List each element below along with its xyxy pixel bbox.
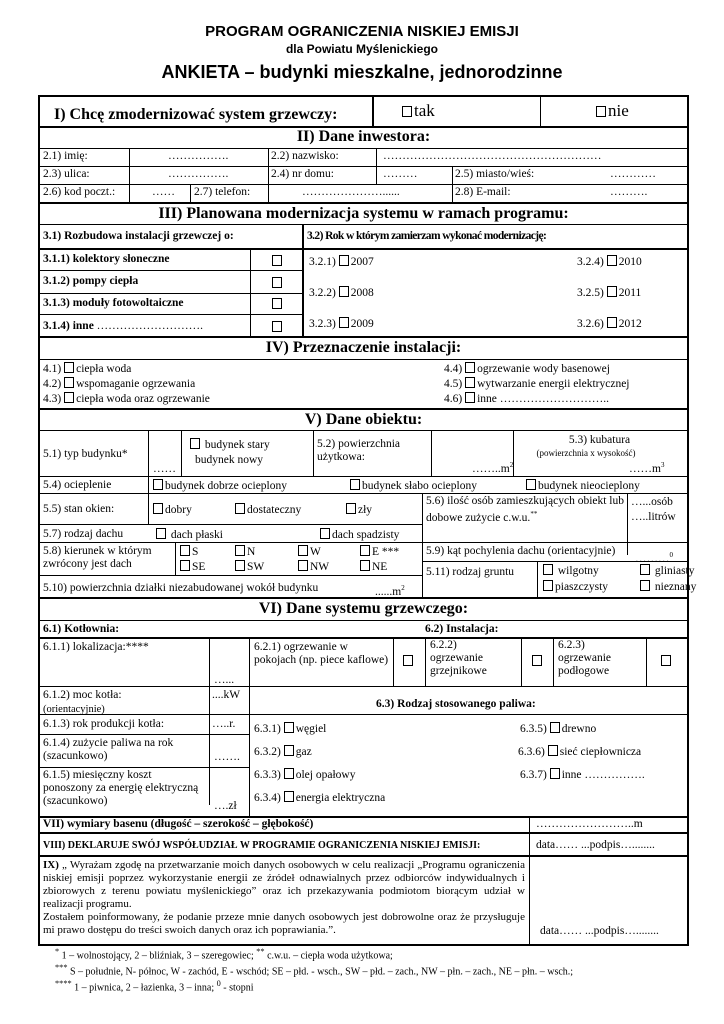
installation-header: 6.2) Instalacja: [425, 623, 499, 635]
boiler-power-note: (orientacyjnie) [43, 704, 105, 715]
mark: 0 [216, 979, 221, 988]
house-number-label: 2.4) nr domu: [271, 168, 334, 180]
checkbox[interactable] [235, 560, 245, 571]
code: 4.4) [444, 363, 463, 375]
fuel-oil[interactable] [254, 768, 355, 782]
no-label: nie [608, 101, 629, 120]
year-value: 2008 [350, 287, 374, 299]
year-2008-option[interactable] [309, 286, 374, 300]
mark: * [55, 947, 60, 956]
label: SW [247, 561, 265, 573]
solar-collectors-checkbox[interactable] [272, 255, 282, 266]
label: dach spadzisty [332, 529, 400, 541]
residents-count-field[interactable]: …...osób [631, 496, 673, 508]
code: 6.3.7) [520, 769, 547, 781]
label: węgiel [295, 723, 327, 735]
checkbox[interactable] [640, 564, 650, 575]
year-2010-option[interactable] [577, 255, 642, 269]
fuel-usage-field[interactable]: ……. [214, 751, 240, 763]
footnote-1 [55, 946, 393, 961]
volume-field[interactable] [629, 459, 664, 476]
mark: **** [55, 979, 72, 988]
fuel-usage-label: 6.1.4) zużycie paliwa na rok (szacunkowo) [43, 737, 174, 762]
boiler-year-label: 6.1.3) rok produkcji kotła: [43, 718, 165, 730]
email-field[interactable]: ………. [610, 186, 648, 198]
other-field[interactable]: ………………………. [96, 320, 204, 332]
s4-title: IV) Przeznaczenie instalacji: [265, 339, 462, 356]
text: 1 – piwnica, 2 – łazienka, 3 – inna; [74, 982, 215, 994]
year-2012-checkbox[interactable] [607, 317, 617, 328]
checkbox[interactable] [64, 362, 74, 373]
insulation-poor[interactable] [350, 479, 477, 493]
purpose-water-and-heating[interactable] [43, 392, 210, 406]
label: budynek nieocieplony [538, 480, 640, 492]
consent-lead: IX) [43, 859, 59, 871]
usable-area-field[interactable] [472, 459, 513, 476]
checkbox[interactable] [550, 722, 560, 733]
code: 4.5) [444, 378, 463, 390]
s6-title: VI) Dane systemu grzewczego: [258, 600, 469, 617]
year-2010-checkbox[interactable] [607, 255, 617, 266]
code: 6.3.6) [518, 746, 545, 758]
year-code: 3.2.3) [309, 318, 336, 330]
street-field[interactable]: ……………. [168, 168, 229, 180]
year-2009-option[interactable] [309, 317, 374, 331]
boiler-power-label: 6.1.2) moc kotła: [43, 689, 122, 701]
fuel-wood[interactable] [520, 722, 596, 736]
footnote-mark: *** [381, 546, 400, 558]
year-2011-checkbox[interactable] [607, 286, 617, 297]
label: dobry [165, 504, 192, 516]
year-code: 3.2.1) [309, 256, 336, 268]
year-2007-option[interactable] [309, 255, 374, 269]
roof-angle-label: 5.9) kąt pochylenia dachu (orientacyjnie) [426, 545, 616, 557]
insulation-good[interactable] [153, 479, 287, 493]
code: 6.3.4) [254, 792, 281, 804]
year-2009-checkbox[interactable] [339, 317, 349, 328]
label: wspomaganie ogrzewania [76, 378, 196, 390]
value: ……..m [472, 462, 510, 475]
checkbox[interactable] [548, 745, 558, 756]
radiator-heating-label: 6.2.2) ogrzewanie grzejnikowe [430, 639, 487, 677]
label: NW [310, 561, 330, 573]
value: ……… [635, 552, 670, 565]
radiator-heating-checkbox[interactable] [532, 655, 542, 666]
fuel-district-heating[interactable] [518, 745, 641, 759]
first-name-field[interactable]: ……………. [168, 150, 229, 162]
label: S [192, 546, 199, 558]
purpose-hot-water[interactable] [43, 362, 131, 376]
building-type-field[interactable]: …… [153, 463, 176, 475]
label: zły [358, 504, 373, 516]
checkbox[interactable] [284, 722, 294, 733]
year-2007-checkbox[interactable] [339, 255, 349, 266]
pool-dimensions-field[interactable]: ……………………..m [536, 818, 643, 830]
text: - stopni [223, 982, 254, 994]
label: sieć ciepłownicza [559, 746, 642, 758]
fuel-electric[interactable] [254, 791, 385, 805]
room-heating-checkbox[interactable] [403, 655, 413, 666]
windows-fair[interactable] [235, 503, 301, 517]
text: c.w.u. – ciepła woda użytkowa; [267, 950, 393, 962]
consent-signature-field[interactable]: data…… ...podpis…........ [540, 925, 659, 937]
usable-area-label: 5.2) powierzchnia użytkowa: [317, 438, 401, 463]
checkbox[interactable] [526, 479, 536, 490]
floor-heating-label: 6.2.3) ogrzewanie podłogowe [558, 639, 611, 677]
soil-unknown[interactable] [640, 580, 696, 594]
roof-direction-label: 5.8) kierunek w którym zwrócony jest dach [43, 545, 152, 570]
s5-title: V) Dane obiektu: [304, 411, 423, 428]
heat-pumps-checkbox[interactable] [272, 277, 282, 288]
purpose-electricity[interactable] [444, 377, 630, 391]
checkbox[interactable] [350, 479, 360, 490]
floor-heating-checkbox[interactable] [661, 655, 671, 666]
unit-sup: 3 [660, 461, 665, 469]
pv-modules-checkbox[interactable] [272, 298, 282, 309]
label: piaszczysty [555, 581, 609, 593]
yes-checkbox[interactable] [402, 106, 412, 117]
solar-collectors-label: 3.1.1) kolektory słoneczne [43, 253, 170, 265]
label: olej opałowy [295, 769, 356, 781]
checkbox[interactable] [543, 564, 553, 575]
soil-type-label: 5.11) rodzaj gruntu [426, 566, 515, 578]
label: SE [192, 561, 206, 573]
code: 6.3.3) [254, 769, 281, 781]
year-value: 2012 [618, 318, 642, 330]
code: 4.2) [43, 378, 62, 390]
boiler-room-header: 6.1) Kotłownia: [43, 623, 120, 635]
program-title: PROGRAM OGRANICZENIA NISKIEJ EMISJI [205, 23, 519, 40]
s3-title: III) Planowana modernizacja systemu w ramach programu: [158, 205, 569, 222]
electricity-cost-label: 6.1.5) miesięczny koszt ponoszony za energię elektryczną (szacunkowo) [43, 769, 199, 807]
water-usage-field[interactable]: …..litrów [631, 511, 676, 523]
postcode-label: 2.6) kod poczt.: [43, 186, 116, 198]
label: E [372, 546, 380, 558]
code: 6.3.5) [520, 723, 547, 735]
unit-sup: 2 [509, 461, 514, 469]
checkbox[interactable] [346, 503, 356, 514]
boiler-location-label: 6.1.1) lokalizacja:**** [43, 641, 149, 653]
insulation-none[interactable] [526, 479, 640, 493]
unit-sup: 2 [401, 584, 405, 592]
checkbox[interactable] [180, 560, 190, 571]
new-building-label: budynek nowy [195, 454, 264, 466]
year-value: 2011 [618, 287, 642, 299]
checkbox[interactable] [64, 392, 74, 403]
year-value: 2009 [350, 318, 374, 330]
dir-nw[interactable] [298, 560, 329, 574]
s1-label: I) Chcę zmodernizować system grzewczy: [54, 106, 338, 123]
year-value: 2007 [350, 256, 374, 268]
label: energia elektryczna [295, 792, 386, 804]
checkbox[interactable] [235, 545, 245, 556]
year-code: 3.2.5) [577, 287, 604, 299]
plot-area-label: 5.10) powierzchnia działki niezabudowanej wokół budynku [43, 582, 319, 594]
code: 4.6) [444, 393, 463, 405]
form-title: ANKIETA – budynki mieszkalne, jednorodzinne [161, 62, 563, 82]
checkbox[interactable] [153, 503, 163, 514]
yes-label: tak [414, 101, 435, 120]
s3-year-header: 3.2) Rok w którym zamierzam wykonać modernizację: [307, 230, 547, 242]
s3-expansion-header: 3.1) Rozbudowa instalacji grzewczej o: [43, 230, 234, 242]
roof-flat[interactable] [156, 528, 223, 542]
windows-good[interactable] [153, 503, 192, 517]
no-checkbox[interactable] [596, 106, 606, 117]
old-building-checkbox[interactable] [190, 438, 200, 449]
checkbox[interactable] [360, 545, 370, 556]
label: inne ……………. [561, 769, 645, 781]
dir-w[interactable] [298, 545, 321, 559]
year-2012-option[interactable] [577, 317, 642, 331]
label: inne ……………………….. [477, 393, 610, 405]
volume-label: 5.3) kubatura [568, 434, 631, 446]
label: budynek dobrze ocieplony [165, 480, 287, 492]
dir-ne[interactable] [360, 560, 387, 574]
dir-e[interactable] [360, 545, 399, 559]
checkbox[interactable] [153, 479, 163, 490]
soil-sandy[interactable] [543, 580, 608, 594]
label: budynek stary [204, 439, 270, 451]
dir-n[interactable] [235, 545, 255, 559]
phone-field[interactable]: …………………...... [302, 186, 400, 198]
program-subtitle: dla Powiatu Myślenickiego [285, 42, 439, 56]
roof-pitched[interactable] [320, 528, 399, 542]
windows-label: 5.5) stan okien: [43, 503, 115, 515]
label: N [247, 546, 256, 558]
checkbox[interactable] [180, 545, 190, 556]
year-2011-option[interactable] [577, 286, 641, 300]
phone-label: 2.7) telefon: [194, 186, 251, 198]
other-label: 3.1.4) inne [43, 320, 94, 332]
s1-no-option[interactable] [596, 102, 629, 120]
code: 4.1) [43, 363, 62, 375]
consent-body: „ Wyrażam zgodę na przetwarzanie moich danych osobowych w celu realizacji „Programu ograniczenia niskiej emisji poprzez wykorzystanie energii ze źródeł odnawialnych przez odbiorców indywidualnych i zbiorowych z terenu powiatu myślenickiego” oraz ich przekazywania podmiotom biorącym udział w realizacji programu. [43, 859, 525, 910]
label: dostateczny [247, 504, 302, 516]
fuel-gas[interactable] [254, 745, 312, 759]
label: budynek słabo ocieplony [362, 480, 477, 492]
volume-note: (powierzchnia x wysokość) [536, 448, 636, 458]
other-checkbox[interactable] [272, 321, 282, 332]
year-2008-checkbox[interactable] [339, 286, 349, 297]
checkbox[interactable] [320, 528, 330, 539]
windows-bad[interactable] [346, 503, 372, 517]
label: gliniasty [654, 565, 695, 577]
label: wytwarzanie energii elektrycznej [477, 378, 630, 390]
year-code: 3.2.4) [577, 256, 604, 268]
fuel-type-header: 6.3) Rodzaj stosowanego paliwa: [376, 698, 536, 710]
footnote-4 [55, 978, 254, 993]
checkbox[interactable] [284, 768, 294, 779]
electricity-cost-field[interactable]: ….zł [214, 800, 237, 812]
label: ciepła woda oraz ogrzewanie [76, 393, 210, 405]
label: drewno [561, 723, 597, 735]
checkbox[interactable] [284, 791, 294, 802]
code: 4.3) [43, 393, 62, 405]
checkbox[interactable] [543, 580, 553, 591]
house-number-field[interactable]: ……… [383, 168, 418, 180]
street-label: 2.3) ulica: [43, 168, 90, 180]
postcode-field[interactable]: …… [152, 186, 175, 198]
checkbox[interactable] [298, 560, 308, 571]
value: ......m [375, 585, 402, 598]
residents-label [426, 495, 631, 525]
text: S – południe, N- północ, W - zachód, E - wschód; SE – płd. - wsch., SW – płd. – zach., NW – płn. – zach., NE – płn. – wsch.; [70, 966, 574, 978]
label: dach płaski [170, 529, 223, 541]
label: ciepła woda [76, 363, 132, 375]
checkbox[interactable] [235, 503, 245, 514]
dir-s[interactable] [180, 545, 198, 559]
purpose-other[interactable] [444, 392, 609, 406]
roof-type-label: 5.7) rodzaj dachu [43, 528, 124, 540]
pool-dimensions-label: VII) wymiary basenu (długość – szerokość – głębokość) [43, 818, 314, 830]
consent-info: Zostałem poinformowany, że podanie przeze mnie danych osobowych jest dobrowolne oraz że przysługuje mi prawo dostępu do treści swoich danych oraz ich poprawiania.”. [43, 911, 525, 936]
purpose-pool-heating[interactable] [444, 362, 610, 376]
code: 6.3.2) [254, 746, 281, 758]
old-building-option[interactable] [190, 438, 270, 452]
participation-declaration-label: VIII) DEKLARUJE SWÓJ WSPÓŁUDZIAŁ W PROGRAMIE OGRANICZENIA NISKIEJ EMISJI: [43, 840, 481, 851]
surname-label: 2.2) nazwisko: [271, 150, 339, 162]
dir-sw[interactable] [235, 560, 264, 574]
checkbox[interactable] [284, 745, 294, 756]
mark: ** [256, 947, 265, 956]
label: NE [372, 561, 388, 573]
declaration-signature-field[interactable]: data…… ...podpis…........ [536, 839, 655, 851]
code: 6.3.1) [254, 723, 281, 735]
first-name-label: 2.1) imię: [43, 150, 88, 162]
dir-se[interactable] [180, 560, 205, 574]
checkbox[interactable] [640, 580, 650, 591]
building-type-label: 5.1) typ budynku* [43, 448, 128, 460]
label: wilgotny [557, 565, 599, 577]
value: ……m [629, 462, 661, 475]
year-value: 2010 [618, 256, 642, 268]
year-code: 3.2.6) [577, 318, 604, 330]
room-heating-label: 6.2.1) ogrzewanie w pokojach (np. piece kaflowe) [254, 641, 389, 666]
purpose-heating-support[interactable] [43, 377, 195, 391]
checkbox[interactable] [360, 560, 370, 571]
checkbox[interactable] [465, 392, 475, 403]
checkbox[interactable] [298, 545, 308, 556]
sup: ** [530, 510, 538, 518]
boiler-year-field[interactable]: …..r. [212, 718, 236, 730]
label: nieznany [654, 581, 697, 593]
soil-clay[interactable] [640, 564, 695, 578]
s2-title: II) Dane inwestora: [296, 128, 431, 145]
footnote-3 [55, 962, 573, 977]
insulation-label: 5.4) ocieplenie [43, 479, 112, 491]
pv-modules-label: 3.1.3) moduły fotowoltaiczne [43, 297, 184, 309]
checkbox[interactable] [465, 377, 475, 388]
checkbox[interactable] [64, 377, 74, 388]
checkbox[interactable] [465, 362, 475, 373]
email-label: 2.8) E-mail: [455, 186, 511, 198]
data-consent-text [43, 859, 525, 937]
survey-form [38, 95, 697, 946]
label: gaz [295, 746, 312, 758]
label: W [310, 546, 321, 558]
heat-pumps-label: 3.1.2) pompy ciepła [43, 275, 139, 287]
boiler-location-field[interactable]: …... [214, 674, 235, 686]
soil-wet[interactable] [543, 564, 599, 578]
s1-yes-option[interactable] [402, 102, 435, 120]
text: 1 – wolnostojący, 2 – bliźniak, 3 – szeregowiec; [61, 950, 254, 962]
city-field[interactable]: ………… [610, 168, 656, 180]
checkbox[interactable] [550, 768, 560, 779]
degree-sup: 0 [669, 551, 673, 559]
label: ogrzewanie wody basenowej [477, 363, 610, 375]
text: 5.6) ilość osób zamieszkujących obiekt lub dobowe zużycie c.w.u. [426, 495, 625, 524]
fuel-coal[interactable] [254, 722, 326, 736]
fuel-other[interactable] [520, 768, 645, 782]
city-label: 2.5) miasto/wieś: [455, 168, 535, 180]
boiler-power-field[interactable]: ....kW [212, 689, 241, 701]
mark: *** [55, 963, 68, 972]
surname-field[interactable]: ………………………………………………… [383, 150, 602, 162]
year-code: 3.2.2) [309, 287, 336, 299]
checkbox[interactable] [156, 528, 166, 539]
